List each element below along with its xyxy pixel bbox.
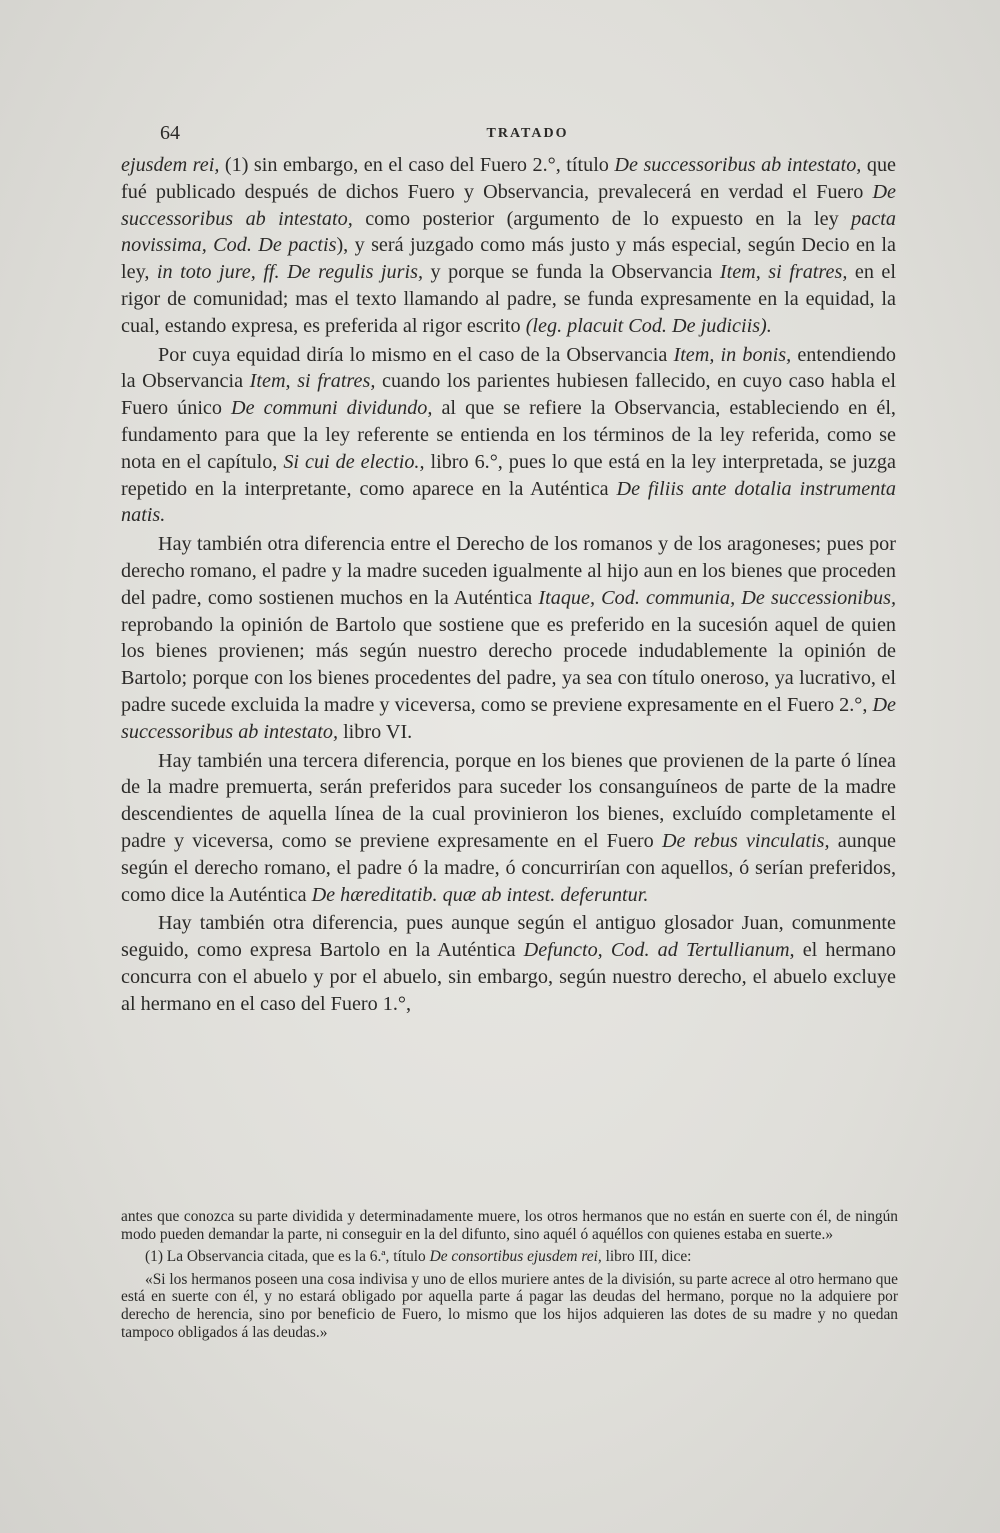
text-run: en el rigor de comunidad; mas el texto llamando al padre, se funda expresamente en la equidad, la cual, estando expresa, es preferida al rigor escrito xyxy=(121,261,897,337)
text-run: aunque según el derecho romano, el padre ó la madre, ó concurrirían con aquellos, ó serían preferidos, como dice la Auténtica xyxy=(121,829,896,906)
footnote-continuation xyxy=(121,1208,898,1243)
text-run: que fué publicado después de dichos Fuero y Observancia, prevalecerá en verdad el Fuero xyxy=(121,154,897,203)
text-run: y porque se funda la Observancia xyxy=(423,261,720,284)
text-run: «Si los hermanos poseen una cosa indivisa y uno de ellos muriere antes de la división, su parte acrece al otro hermano que está en suerte con él, y no estará obligado por aquella parte á pagar las deudas del hermano, porque no la adquiere por derecho de herencia, sino por beneficio de Fuero, lo mismo que los hijos adquieren las dotes de su madre y no quedan tampoco obligados á las deudas.» xyxy=(121,1270,898,1341)
paragraph xyxy=(121,152,896,340)
footnote-quote xyxy=(121,1271,898,1341)
text-run: Hay también una tercera diferencia, porque en los bienes que provienen de la parte ó línea de la madre premuerta, serán preferidos para suceder los consanguíneos de parte de la madre descendientes de aquella línea de la cual provinieron los bienes, excluído completamente el padre y viceversa, como se previene expresamente en el Fuero xyxy=(121,749,896,852)
italic-citation: De successoribus ab intestato, xyxy=(121,180,896,230)
italic-citation: in toto jure, ff. De regulis juris, xyxy=(156,261,424,284)
text-run: reprobando la opinión de Bartolo que sostiene que es preferido en la sucesión aquel de quien los bienes provienen; más según nuestro derecho procede indudablemente la opinión de Bartolo; porque con los bienes procedentes del padre, ya sea con título oneroso, ya lucrativo, el padre sucede excluida la madre y viceversa, como se previene expresamente en el Fuero 2.°, xyxy=(121,613,896,716)
italic-citation: Item, in bonis, xyxy=(673,343,792,366)
text-run: entendiendo la Observancia xyxy=(121,343,896,393)
running-head: TRATADO xyxy=(486,126,569,141)
text-run: Por cuya equidad diría lo mismo en el caso de la Observancia xyxy=(158,343,674,366)
italic-citation: De successoribus ab intestato, xyxy=(121,693,896,743)
page-header xyxy=(160,122,895,146)
text-run: (1) La Observancia citada, que es la 6.ª, título xyxy=(145,1248,430,1266)
text-run: el hermano concurra con el abuelo y por el abuelo, sin embargo, según nuestro derecho, el abuelo excluye al hermano en el caso del Fuero 1.°, xyxy=(121,939,896,1015)
text-run: libro VI. xyxy=(338,720,413,743)
text-run: como posterior (argumento de lo expuesto en la ley xyxy=(352,207,852,230)
italic-citation: De rebus vinculatis, xyxy=(661,829,830,852)
italic-citation: De hæreditatib. quæ ab intest. deferuntur. xyxy=(311,883,649,906)
paragraph xyxy=(121,531,896,745)
text-run: libro 6.°, pues lo que está en la ley interpretada, se juzga repetido en la interpretante, como aparece en la Auténtica xyxy=(121,450,896,500)
italic-citation: De successoribus ab intestato, xyxy=(614,154,862,176)
text-run: Hay también otra diferencia, pues aunque según el antiguo glosador Juan, comunmente seguido, como expresa Bartolo en la Auténtica xyxy=(121,912,896,962)
italic-citation: Item, si fratres, xyxy=(719,261,848,284)
italic-citation: (leg. placuit Cod. De judiciis). xyxy=(525,314,772,337)
italic-citation: Item, si fratres, xyxy=(249,370,376,393)
italic-citation: ejusdem rei, xyxy=(121,154,220,176)
text-run: antes que conozca su parte dividida y determinadamente muere, los otros hermanos que no están en suerte con él, de ningún modo pueden demandar la parte, ni conseguir en la del difunto, sino aquél ó aquéllos con quienes estaba en suerte.» xyxy=(121,1208,898,1243)
text-run: ), y será juzgado como más justo y más especial, según Decio en la ley, xyxy=(121,234,896,284)
text-run: Hay también otra diferencia entre el Derecho de los romanos y de los aragoneses; pues por derecho romano, el padre y la madre suceden igualmente al hijo aun en los bienes que proceden del padre, como sostienen muchos en la Auténtica xyxy=(121,533,896,609)
footnote-1 xyxy=(121,1248,898,1266)
text-run: (1) sin embargo, en el caso del Fuero 2.°, título xyxy=(219,154,615,176)
text-run: cuando los parientes hubiesen fallecido, en cuyo caso habla el Fuero único xyxy=(121,370,897,420)
paragraph xyxy=(121,748,896,909)
italic-citation: Defuncto, Cod. ad Tertullianum, xyxy=(523,939,795,962)
footnotes xyxy=(121,1208,898,1341)
italic-citation: Si cui de electio., xyxy=(283,450,425,473)
italic-citation: De consortibus ejusdem rei, xyxy=(429,1248,602,1266)
main-text xyxy=(121,152,896,1018)
paragraph xyxy=(121,342,896,530)
italic-citation: De communi dividundo, xyxy=(231,397,433,420)
italic-citation: pacta novissima, Cod. De pactis xyxy=(121,207,896,257)
text-run: al que se refiere la Observancia, estableciendo en él, fundamento para que la ley referente se entienda en los términos de la ley referida, como se nota en el capítulo, xyxy=(121,397,896,473)
page-number: 64 xyxy=(160,122,180,144)
italic-citation: Itaque, Cod. communia, De successionibus, xyxy=(538,586,896,609)
italic-citation: De filiis ante dotalia instrumenta natis. xyxy=(121,477,896,527)
text-run: libro III, dice: xyxy=(601,1248,692,1266)
paragraph xyxy=(121,910,896,1017)
